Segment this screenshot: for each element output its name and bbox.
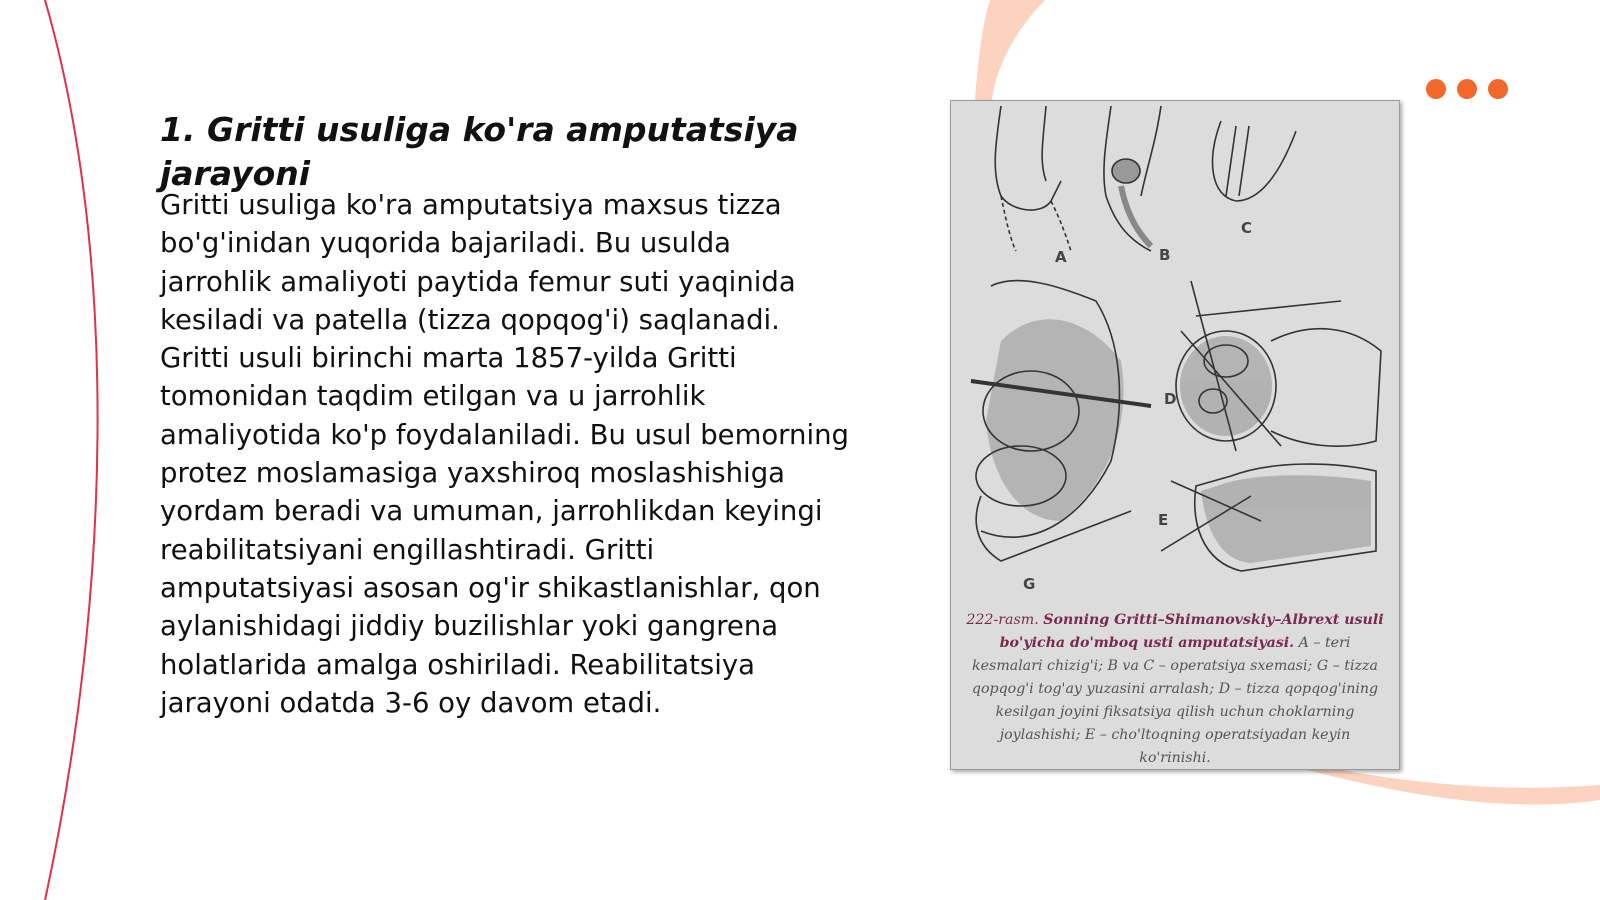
dot-icon <box>1426 79 1446 99</box>
surgical-figure <box>950 100 1400 770</box>
figure-label-e: E <box>1158 511 1169 529</box>
dot-icon <box>1457 79 1477 99</box>
bottom-arc-shape <box>1300 768 1600 805</box>
slide-body-text: Gritti usuliga ko'ra amputatsiya maxsus tizza bo'g'inidan yuqorida bajariladi. Bu usulda jarrohlik amaliyoti paytida femur suti yaqinida kesiladi va patella (tizza qopqog'i) saqlanadi. Gritti usuli birinchi marta 1857-yilda Gritti tomonidan taqdim etilgan va u jarrohlik amaliyotida ko'p foydalaniladi. Bu usul bemorning protez moslamasiga yaxshiroq moslashishiga yordam beradi va umuman, jarrohlikdan keyingi reabilitatsiyani engillashtiradi. Gritti amputatsiyasi asosan og'ir shikastlanishlar, qon aylanishidagi jiddiy buzilishlar yoki gangrena holatlarida amalga oshiriladi. Reabilitatsiya jarayoni odatda 3-6 oy davom etadi. <box>160 189 849 719</box>
figure-label-b: B <box>1159 246 1171 264</box>
slide-title: 1. Gritti usuliga ko'ra amputatsiya jarayoni <box>160 110 799 193</box>
figure-label-d: D <box>1164 390 1177 408</box>
figure-label-c: C <box>1241 219 1253 237</box>
caption-number: 222-rasm. <box>966 612 1039 628</box>
left-accent-curve <box>45 0 98 900</box>
figure-caption <box>963 609 1387 770</box>
figure-label-a: A <box>1055 248 1067 266</box>
figure-label-g: G <box>1023 575 1036 593</box>
menu-dots <box>1426 79 1508 99</box>
figure-illustration <box>951 101 1399 601</box>
top-arc-shape <box>975 0 1045 100</box>
dot-icon <box>1488 79 1508 99</box>
caption-text: A – teri kesmalari chizig'i; B va C – operatsiya sxemasi; G – tizza qopqog'i tog'ay yuzasini arralash; D – tizza qopqog'ining kesilgan joyini fiksatsiya qilish uchun choklarning joylashishi; E – cho'ltoqning operatsiyadan keyin ko'rinishi. <box>971 635 1379 766</box>
caption-title: Sonning Gritti–Shimanovskiy–Albrext usuli bo'yicha do'mboq usti amputatsiyasi. <box>999 612 1384 651</box>
